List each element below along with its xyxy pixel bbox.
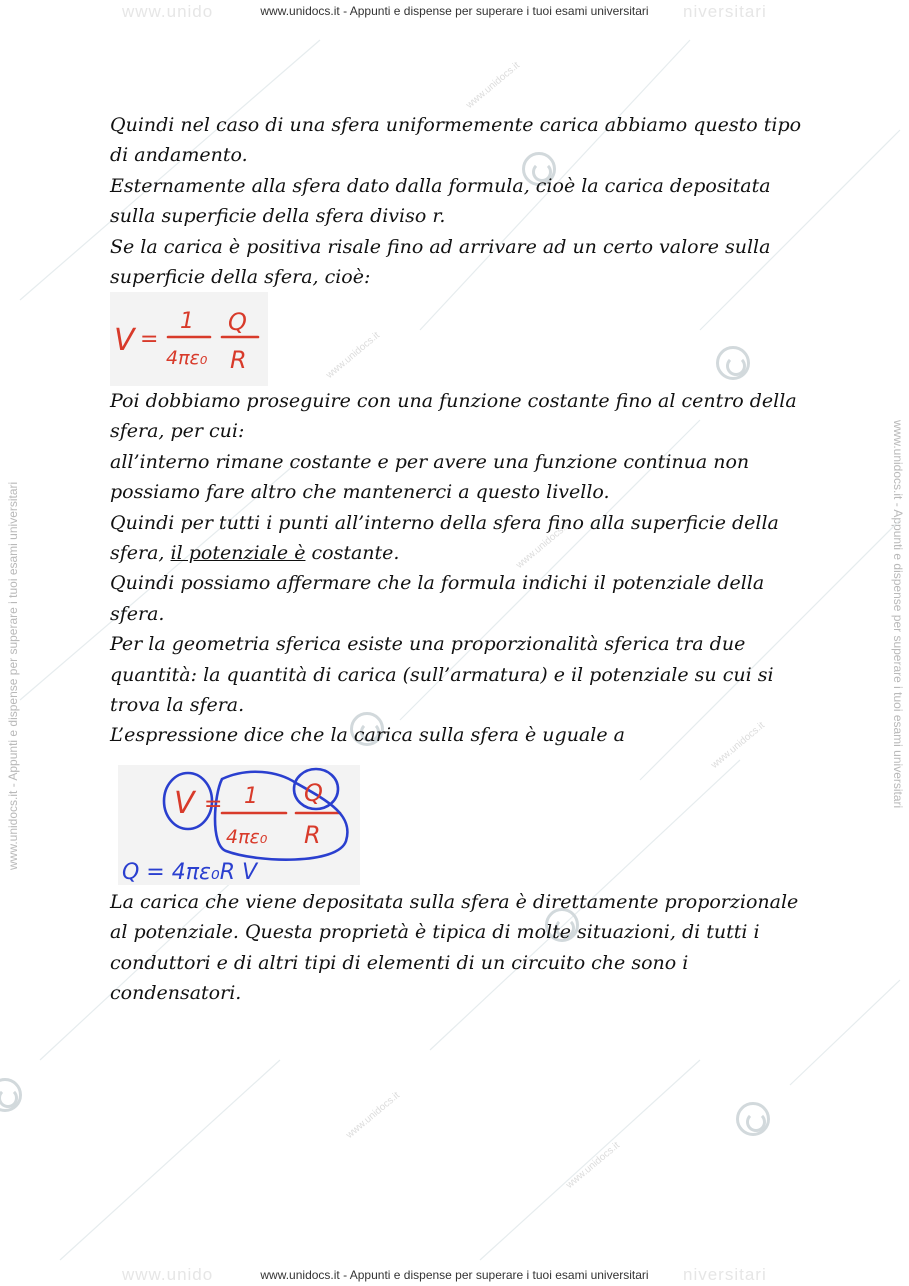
formula1-den2: R — [230, 346, 247, 374]
watermark-footer: www.unidocs.it - Appunti e dispense per superare i tuoi esami universitari — [260, 1268, 649, 1282]
paragraph-6-underlined: il potenziale è — [170, 542, 306, 565]
formula2-num1: 1 — [244, 784, 258, 809]
paragraph-3: Se la carica è positiva risale fino ad arrivare ad un certo valore sulla superficie della sfera, cioè: — [110, 235, 771, 289]
formula1-num1: 1 — [180, 309, 194, 334]
paragraph-4: Poi dobbiamo proseguire con una funzione costante fino al centro della sfera, per cui: — [110, 390, 797, 443]
formula2-den2: R — [304, 821, 321, 849]
formula-image-charge — [118, 765, 360, 885]
formula1-eq: = — [140, 327, 159, 352]
watermark-header: www.unidocs.it - Appunti e dispense per superare i tuoi esami universitari — [260, 4, 649, 18]
watermark-diagonal-text: www.unidocs.it — [464, 60, 522, 111]
watermark-side-left: www.unidocs.it - Appunti e dispense per superare i tuoi esami universitari — [6, 481, 20, 870]
formula2-den1: 4πε₀ — [226, 826, 268, 848]
formula1-num2: Q — [228, 308, 247, 336]
watermark-diagonal-text: www.unidocs.it — [564, 1140, 622, 1191]
paragraph-2: Esternamente alla sfera dato dalla formula, cioè la carica depositata sulla superficie della sfera diviso r. — [110, 174, 771, 228]
formula-potential-drawing — [110, 292, 268, 386]
formula2-num2: Q — [304, 779, 323, 807]
watermark-ghost-left-top: www.unido — [122, 2, 214, 21]
paragraph-6 — [110, 508, 810, 569]
formula-charge-drawing — [118, 765, 360, 885]
formula2-line2: Q = 4πε₀R V — [122, 860, 258, 885]
watermark-ghost-left-bottom: www.unido — [122, 1265, 214, 1284]
unidocs-logo-icon — [736, 1102, 770, 1136]
watermark-diagonal-text: www.unidocs.it — [324, 330, 382, 381]
formula1-lhs: V — [114, 323, 135, 358]
paragraph-5: all’interno rimane costante e per avere una funzione continua non possiamo fare altro che mantenerci a questo livello. — [110, 450, 750, 504]
paragraph-9: L’espressione dice che la carica sulla sfera è uguale a — [110, 724, 625, 747]
formula-image-potential — [110, 292, 268, 386]
paragraph-10: La carica che viene depositata sulla sfera è direttamente proporzionale al potenziale. Questa proprietà è tipica di molte situazioni, di tutti i conduttori e di altri tipi di elementi di un circuito che sono i condensatori. — [110, 891, 799, 1005]
paragraph-block-1 — [110, 110, 810, 292]
paragraph-block-3 — [110, 887, 810, 1009]
formula2-eq: = — [204, 792, 223, 817]
watermark-diagonal-text: www.unidocs.it — [514, 520, 572, 571]
paragraph-1: Quindi nel caso di una sfera uniformemente carica abbiamo questo tipo di andamento. — [110, 114, 802, 167]
formula2-lhs: V — [174, 786, 195, 821]
watermark-diagonal-text: www.unidocs.it — [344, 1090, 402, 1141]
formula1-den1: 4πε₀ — [166, 347, 208, 369]
watermark-ghost-right-top: niversitari — [683, 2, 767, 21]
paragraph-8: Per la geometria sferica esiste una proporzionalità sferica tra due quantità: la quantità di carica (sull’armatura) e il potenziale su cui si trova la sfera. — [110, 633, 774, 717]
paragraph-block-2 — [110, 386, 810, 751]
paragraph-7: Quindi possiamo affermare che la formula indichi il potenziale della sfera. — [110, 572, 765, 625]
paragraph-6-end: costante. — [305, 542, 400, 565]
unidocs-logo-icon — [716, 346, 750, 380]
paragraph-6-start: Quindi per tutti i punti all’interno della sfera fino alla superficie della sfera, — [110, 511, 779, 565]
watermark-side-right: www.unidocs.it - Appunti e dispense per superare i tuoi esami universitari — [891, 420, 905, 809]
watermark-ghost-right-bottom: niversitari — [683, 1265, 767, 1284]
watermark-diagonal-text: www.unidocs.it — [709, 720, 767, 771]
